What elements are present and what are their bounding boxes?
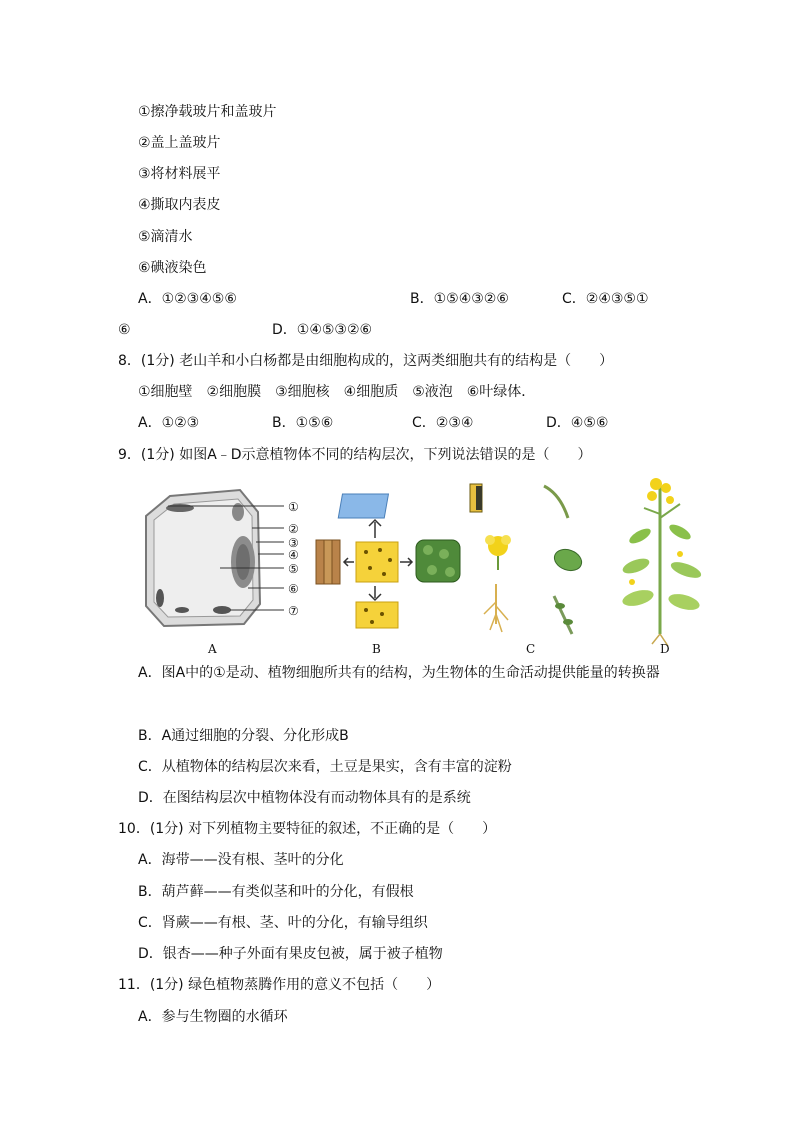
whole-plant-diagram [621,478,703,646]
q10-option-c: C．肾蕨——有根、茎、叶的分化，有输导组织 [138,915,428,931]
q8-option-a: A．①②③ [138,415,200,431]
q7-step-5: ⑤滴清水 [138,229,193,245]
q9-option-a: A．图A中的①是动、植物细胞所共有的结构，为生物体的生命活动提供能量的转换器 [138,665,660,681]
figure-label-b: B [372,642,381,656]
q10-option-d: D．银杏——种子外面有果皮包被，属于被子植物 [138,946,443,962]
q7-option-c-continued: ⑥ [118,322,131,338]
q7-option-d: D．①④⑤③②⑥ [272,322,373,338]
callout-4: ④ [288,548,299,562]
q7-step-6: ⑥碘液染色 [138,260,207,276]
callout-5: ⑤ [288,562,299,576]
figure-label-c: C [526,642,536,656]
plant-structure-figure [140,474,720,658]
q7-option-c: C．②④③⑤① [562,291,649,307]
callout-6: ⑥ [288,582,299,596]
q11-stem: 11．(1分) 绿色植物蒸腾作用的意义不包括（ ） [118,977,441,993]
q9-stem: 9．(1分) 如图A﹣D示意植物体不同的结构层次，下列说法错误的是（ ） [118,447,592,463]
q7-step-2: ②盖上盖玻片 [138,135,221,151]
q9-option-c: C．从植物体的结构层次来看，土豆是果实，含有丰富的淀粉 [138,759,512,775]
callout-3: ③ [288,536,299,550]
plant-organs-diagram [470,484,585,634]
figure-label-d: D [660,642,670,656]
figure-label-a: A [208,642,217,656]
plant-cell-diagram [146,490,284,626]
callout-2: ② [288,522,299,536]
q7-step-4: ④撕取内表皮 [138,197,221,213]
callout-7: ⑦ [288,604,299,618]
q9-option-b: B．A通过细胞的分裂、分化形成B [138,728,349,744]
q10-option-a: A．海带——没有根、茎叶的分化 [138,852,344,868]
q10-stem: 10．(1分) 对下列植物主要特征的叙述，不正确的是（ ） [118,821,497,837]
q8-option-c: C．②③④ [412,415,474,431]
q7-step-1: ①擦净载玻片和盖玻片 [138,104,277,120]
callout-1: ① [288,500,299,514]
plant-tissues-diagram [316,494,460,628]
q7-step-3: ③将材料展平 [138,166,221,182]
q8-option-d: D．④⑤⑥ [546,415,609,431]
q11-option-a: A．参与生物圈的水循环 [138,1009,288,1025]
q8-option-b: B．①⑤⑥ [272,415,334,431]
q7-option-a: A．①②③④⑤⑥ [138,291,237,307]
q10-option-b: B．葫芦藓——有类似茎和叶的分化，有假根 [138,884,414,900]
q8-items: ①细胞壁 ②细胞膜 ③细胞核 ④细胞质 ⑤液泡 ⑥叶绿体． [138,384,536,400]
q8-stem: 8．(1分) 老山羊和小白杨都是由细胞构成的，这两类细胞共有的结构是（ ） [118,353,614,369]
q7-option-b: B．①⑤④③②⑥ [410,291,509,307]
q9-option-d: D．在图结构层次中植物体没有而动物体具有的是系统 [138,790,471,806]
